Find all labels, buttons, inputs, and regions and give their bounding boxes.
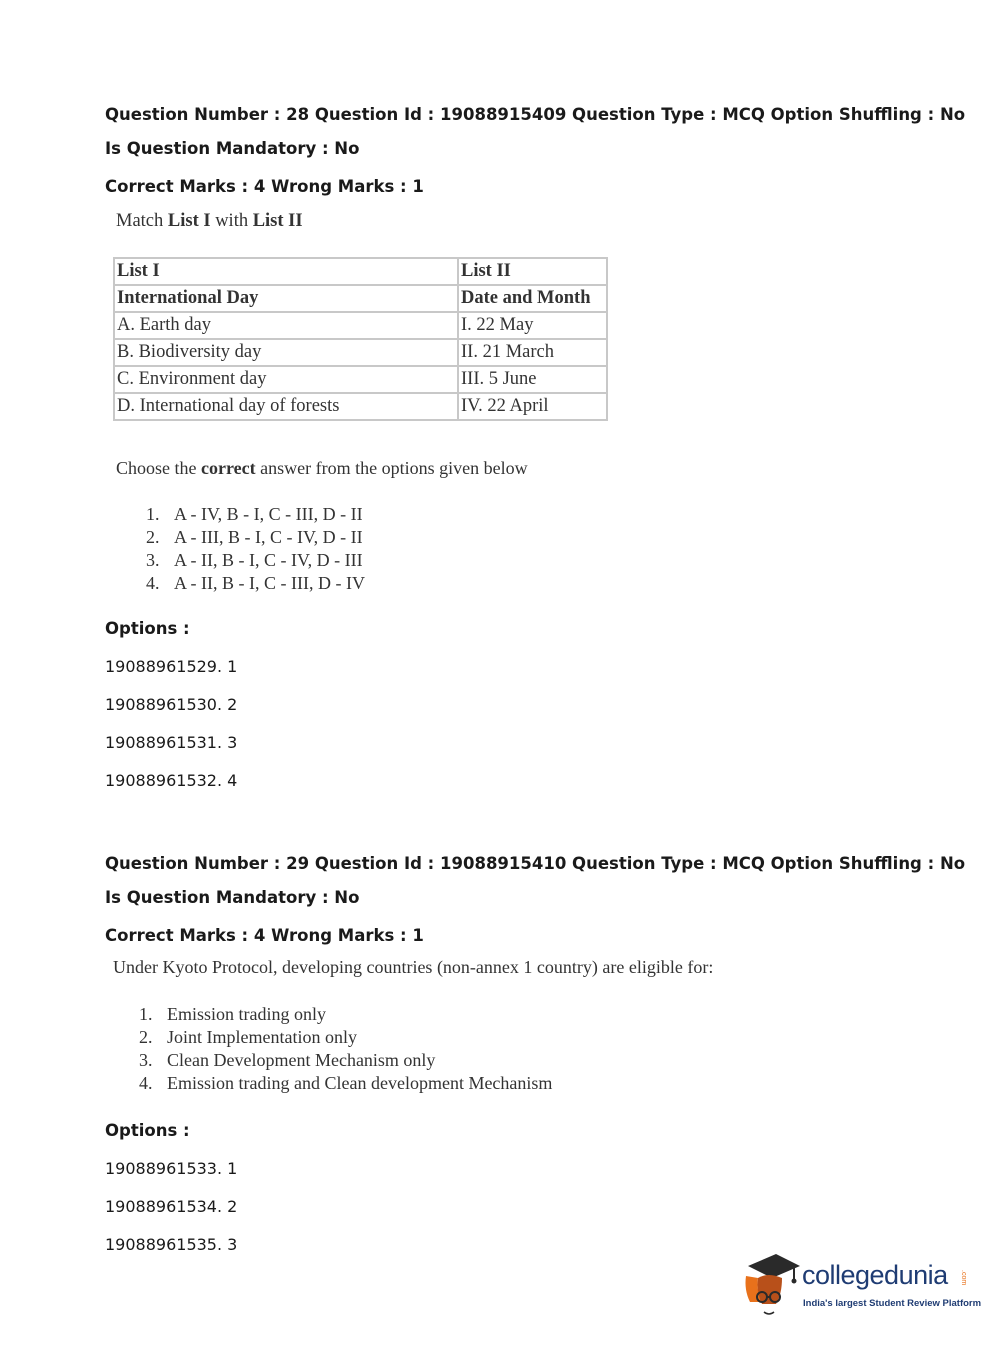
q28-prompt: Match List I with List II	[116, 211, 303, 231]
q28-marks: Correct Marks : 4 Wrong Marks : 1	[105, 177, 424, 196]
logo-tagline: India's largest Student Review Platform	[803, 1298, 982, 1309]
q29-mandatory: Is Question Mandatory : No	[105, 888, 360, 907]
logo-brand: collegedunia	[802, 1260, 948, 1290]
match-table	[113, 257, 608, 421]
q28-option-1: 19088961529. 1	[105, 657, 238, 676]
list-item: 3. A - II, B - I, C - IV, D - III	[146, 550, 363, 570]
table-cell: III. 5 June	[458, 366, 607, 393]
list-item: 4. A - II, B - I, C - III, D - IV	[146, 573, 365, 593]
list-item: 1. A - IV, B - I, C - III, D - II	[146, 504, 363, 524]
list-item: 3. Clean Development Mechanism only	[139, 1050, 436, 1070]
table-row	[114, 393, 607, 420]
table-cell: C. Environment day	[114, 366, 458, 393]
q28-option-3: 19088961531. 3	[105, 733, 238, 752]
q29-choices	[139, 1003, 552, 1095]
q28-option-4: 19088961532. 4	[105, 771, 238, 790]
table-cell: II. 21 March	[458, 339, 607, 366]
q28-option-2: 19088961530. 2	[105, 695, 238, 714]
list-item: 4. Emission trading and Clean development Mechanism	[139, 1073, 553, 1093]
collegedunia-logo	[742, 1250, 982, 1320]
table-row	[114, 312, 607, 339]
q29-prompt: Under Kyoto Protocol, developing countries (non-annex 1 country) are eligible for:	[113, 957, 714, 977]
q29-options-label: Options :	[105, 1121, 190, 1140]
logo-suffix: .com	[960, 1270, 967, 1286]
table-cell: I. 22 May	[458, 312, 607, 339]
table-cell: A. Earth day	[114, 312, 458, 339]
table-cell: D. International day of forests	[114, 393, 458, 420]
q28-mandatory: Is Question Mandatory : No	[105, 139, 360, 158]
q28-instruction: Choose the correct answer from the options given below	[116, 458, 528, 478]
table-cell: List II	[458, 258, 607, 285]
q29-option-3: 19088961535. 3	[105, 1235, 238, 1254]
table-row	[114, 366, 607, 393]
table-cell: IV. 22 April	[458, 393, 607, 420]
table-row	[114, 339, 607, 366]
mascot-icon	[742, 1250, 802, 1320]
q29-meta-line1: Question Number : 29 Question Id : 19088915410 Question Type : MCQ Option Shuffling : No	[105, 854, 966, 873]
table-cell: Date and Month	[458, 285, 607, 312]
list-item: 1. Emission trading only	[139, 1004, 326, 1024]
q28-options-label: Options :	[105, 619, 190, 638]
q29-option-1: 19088961533. 1	[105, 1159, 238, 1178]
table-cell: B. Biodiversity day	[114, 339, 458, 366]
q28-meta-line1: Question Number : 28 Question Id : 19088915409 Question Type : MCQ Option Shuffling : No	[105, 105, 966, 124]
list-item: 2. Joint Implementation only	[139, 1027, 357, 1047]
table-cell: International Day	[114, 285, 458, 312]
list-item: 2. A - III, B - I, C - IV, D - II	[146, 527, 363, 547]
table-header-row	[114, 258, 607, 285]
table-subheader-row	[114, 285, 607, 312]
q29-marks: Correct Marks : 4 Wrong Marks : 1	[105, 926, 424, 945]
table-cell: List I	[114, 258, 458, 285]
q29-option-2: 19088961534. 2	[105, 1197, 238, 1216]
q28-choices	[146, 503, 365, 595]
